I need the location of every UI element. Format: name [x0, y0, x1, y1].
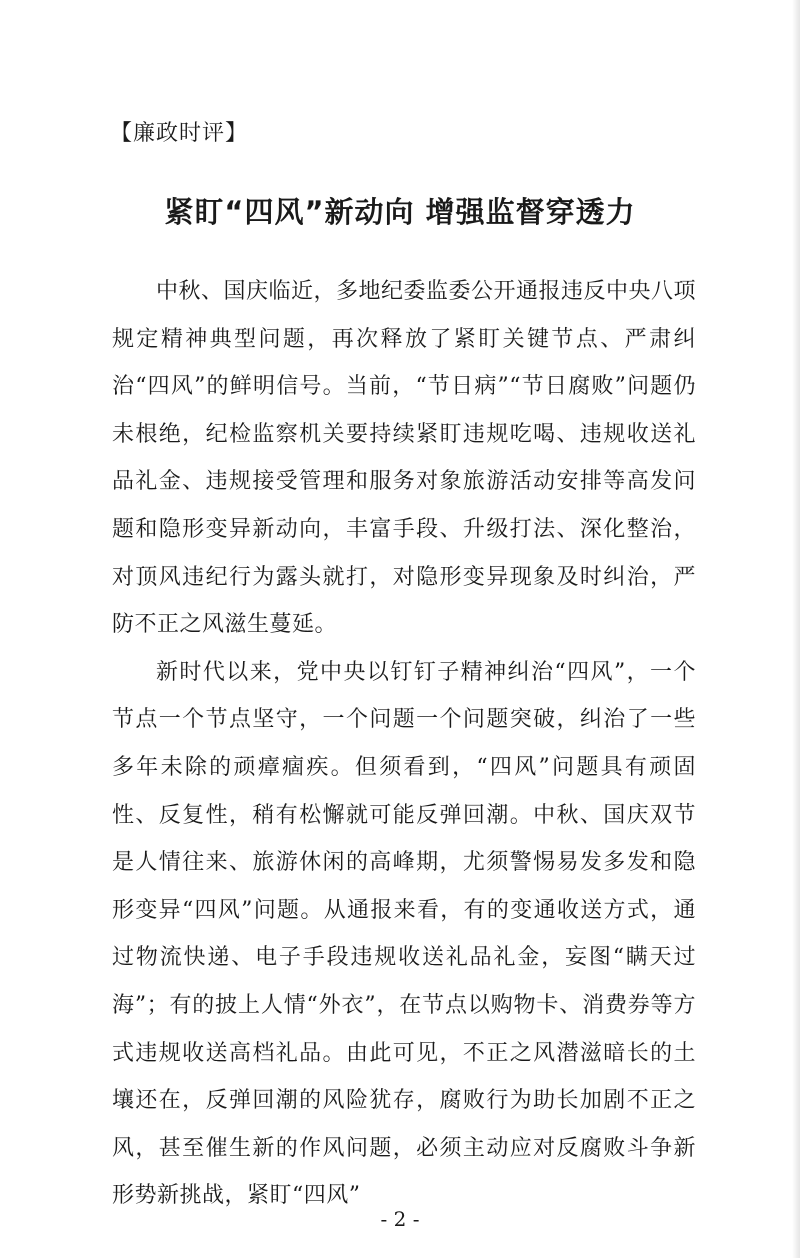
paragraph-2: 新时代以来，党中央以钉钉子精神纠治“四风”，一个节点一个节点坚守，一个问题一个问题突破，纠治了一些多年未除的顽瘴痼疾。但须看到，“四风”问题具有顽固性、反复性，稍有松懈就可能反弹回潮。中秋、国庆双节是人情往来、旅游休闲的高峰期，尤须警惕易发多发和隐形变异“四风”问题。从通报来看，有的变通收送方式，通过物流快递、电子手段违规收送礼品礼金，妄图“瞒天过海”；有的披上人情“外衣”，在节点以购物卡、消费券等方式违规收送高档礼品。由此可见，不正之风潜滋暗长的土壤还在，反弹回潮的风险犹存，腐败行为助长加剧不正之风，甚至催生新的作风问题，必须主动应对反腐败斗争新形势新挑战，紧盯“四风”: [112, 659, 696, 1209]
paragraph-1: 中秋、国庆临近，多地纪委监委公开通报违反中央八项规定精神典型问题，再次释放了紧盯关键节点、严肃纠治“四风”的鲜明信号。当前，“节日病”“节日腐败”问题仍未根绝，纪检监察机关要持续紧盯违规吃喝、违规收送礼品礼金、违规接受管理和服务对象旅游活动安排等高发问题和隐形变异新动向，丰富手段、升级打法、深化整治，对顶风违纪行为露头就打，对隐形变异现象及时纠治，严防不正之风滋生蔓延。: [112, 279, 697, 638]
scan-edge-shadow: [792, 0, 800, 1258]
page-number: - 2 -: [380, 1207, 420, 1231]
column-tag: 【廉政时评】: [110, 121, 249, 146]
article-body: [112, 268, 696, 1220]
article-title: 紧盯“四风”新动向 增强监督穿透力: [164, 195, 636, 229]
